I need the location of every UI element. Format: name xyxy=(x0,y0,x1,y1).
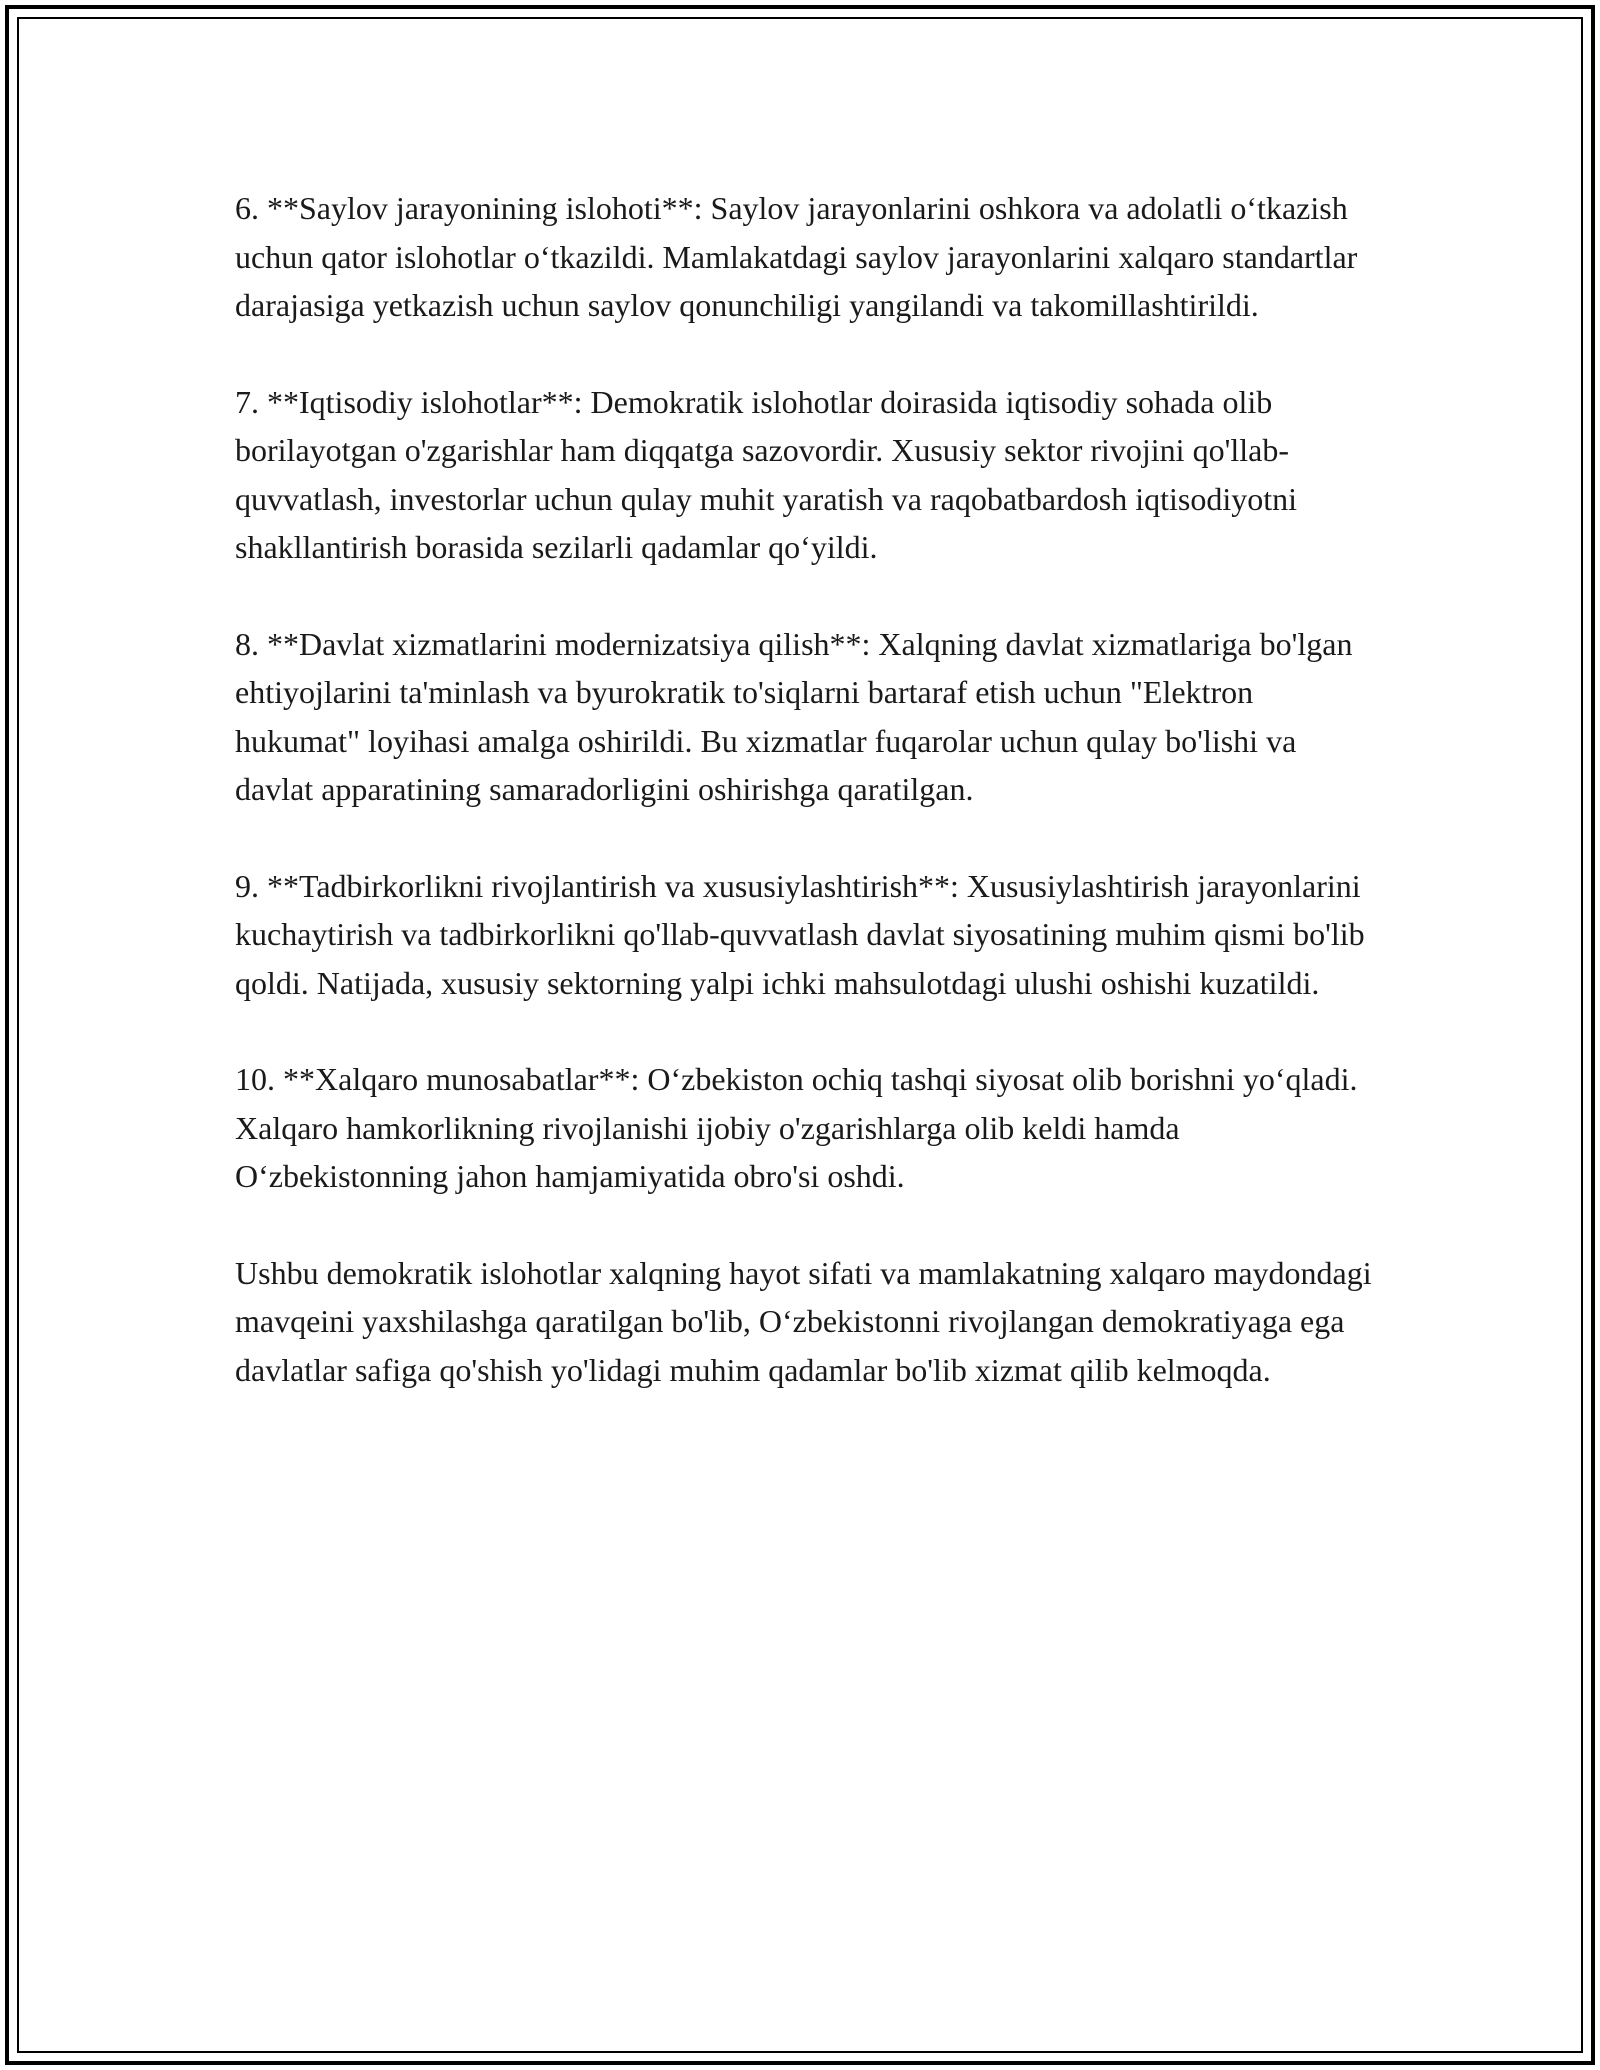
paragraph-public-services: 8. **Davlat xizmatlarini modernizatsiya qilish**: Xalqning davlat xizmatlariga bo'lgan ehtiyojlarini ta'minlash va byurokratik to'siqlarni bartaraf etish uchun "Elektron hukumat" loyihasi amalga oshirildi. Bu xizmatlar fuqarolar uchun qulay bo'lishi va davlat apparatining samaradorligini oshirishga qaratilgan. xyxy=(235,625,1353,807)
paragraph-conclusion: Ushbu demokratik islohotlar xalqning hayot sifati va mamlakatning xalqaro maydondagi mavqeini yaxshilashga qaratilgan bo'lib, O‘zbekistonni rivojlangan demokratiyaga ega davlatlar safiga qo'shish yo'lidagi muhim qadamlar bo'lib xizmat qilib kelmoqda. xyxy=(235,1254,1372,1388)
paragraph-electoral-reform: 6. **Saylov jarayonining islohoti**: Saylov jarayonlarini oshkora va adolatli o‘tkazish uchun qator islohotlar o‘tkazildi. Mamlakatdagi saylov jarayonlarini xalqaro standartlar darajasiga yetkazish uchun saylov qonunchiligi yangilandi va takomillashtirildi. xyxy=(235,190,1358,323)
document-body xyxy=(235,184,1375,1442)
paragraph-economic-reforms: 7. **Iqtisodiy islohotlar**: Demokratik islohotlar doirasida iqtisodiy sohada olib borilayotgan o'zgarishlar ham diqqatga sazovordir. Xususiy sektor rivojini qo'llab-quvvatlash, investorlar uchun qulay muhit yaratish va raqobatbardosh iqtisodiyotni shakllantirish borasida sezilarli qadamlar qo‘yildi. xyxy=(235,383,1298,565)
paragraph-entrepreneurship: 9. **Tadbirkorlikni rivojlantirish va xususiylashtirish**: Xususiylashtirish jarayonlarini kuchaytirish va tadbirkorlikni qo'llab-quvvatlash davlat siyosatining muhim qismi bo'lib qoldi. Natijada, xususiy sektorning yalpi ichki mahsulotdagi ulushi oshishi kuzatildi. xyxy=(235,867,1365,1001)
paragraph-international-relations: 10. **Xalqaro munosabatlar**: O‘zbekiston ochiq tashqi siyosat olib borishni yo‘qladi. Xalqaro hamkorlikning rivojlanishi ijobiy o'zgarishlarga olib keldi hamda O‘zbekistonning jahon hamjamiyatida obro'si oshdi. xyxy=(235,1061,1358,1194)
